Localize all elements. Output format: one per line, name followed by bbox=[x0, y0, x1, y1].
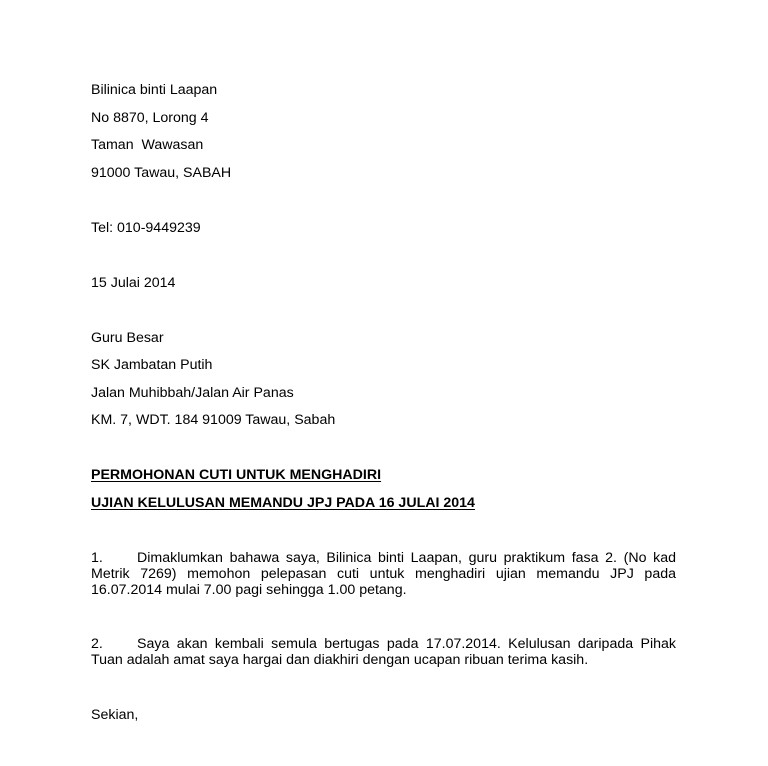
sender-phone: Tel: 010-9449239 bbox=[91, 220, 201, 236]
sender-address-line3: 91000 Tawau, SABAH bbox=[91, 165, 232, 181]
sender-address-line2: Taman Wawasan bbox=[91, 137, 204, 153]
recipient-city: KM. 7, WDT. 184 91009 Tawau, Sabah bbox=[91, 412, 336, 428]
recipient-street: Jalan Muhibbah/Jalan Air Panas bbox=[91, 385, 294, 401]
subject-line1: PERMOHONAN CUTI UNTUK MENGHADIRI bbox=[91, 467, 382, 483]
paragraph-1-line3: 16.07.2014 mulai 7.00 pagi sehingga 1.00 petang. bbox=[91, 582, 407, 598]
paragraph-2-line1 bbox=[91, 636, 676, 652]
paragraph-1-number: 1. bbox=[91, 550, 103, 566]
subject-line2: UJIAN KELULUSAN MEMANDU JPJ PADA 16 JULAI 2014 bbox=[91, 495, 475, 511]
paragraph-1-text-line1: Dimaklumkan bahawa saya, Bilinica binti Laapan, guru praktikum fasa 2. (No kad bbox=[137, 550, 676, 566]
letter-date: 15 Julai 2014 bbox=[91, 275, 176, 291]
paragraph-1 bbox=[91, 550, 676, 598]
recipient-school: SK Jambatan Putih bbox=[91, 357, 213, 373]
closing: Sekian, bbox=[91, 707, 139, 723]
paragraph-2-line2: Tuan adalah amat saya hargai dan diakhiri dengan ucapan ribuan terima kasih. bbox=[91, 652, 589, 668]
sender-name: Bilinica binti Laapan bbox=[91, 82, 218, 98]
sender-address-line1: No 8870, Lorong 4 bbox=[91, 110, 209, 126]
paragraph-1-line1 bbox=[91, 550, 676, 566]
recipient-title: Guru Besar bbox=[91, 330, 164, 346]
paragraph-1-line2: Metrik 7269) memohon pelepasan cuti untuk menghadiri ujian memandu JPJ pada bbox=[91, 566, 676, 582]
paragraph-2 bbox=[91, 636, 676, 668]
paragraph-2-text-line1: Saya akan kembali semula bertugas pada 17.07.2014. Kelulusan daripada Pihak bbox=[137, 636, 676, 652]
paragraph-2-number: 2. bbox=[91, 636, 103, 652]
